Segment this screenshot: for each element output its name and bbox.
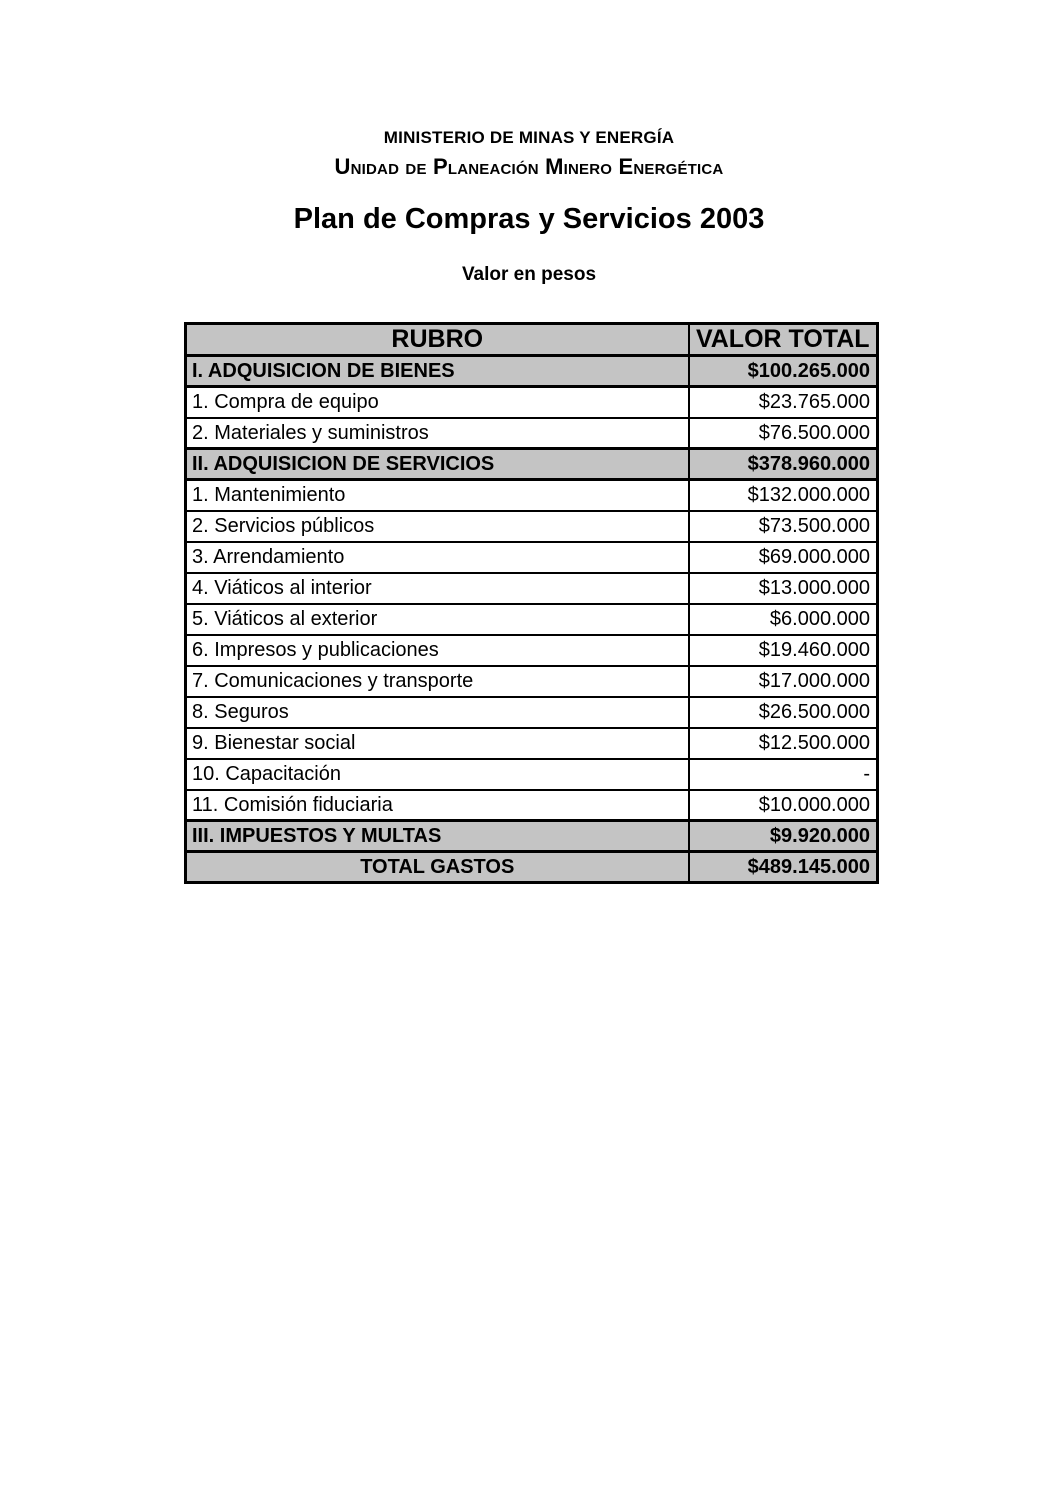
budget-table bbox=[184, 322, 879, 884]
table-row bbox=[186, 449, 878, 480]
valor-cell: $69.000.000 bbox=[689, 542, 878, 573]
rubro-cell: 10. Capacitación bbox=[186, 759, 689, 790]
valor-cell: $132.000.000 bbox=[689, 480, 878, 511]
valor-cell: $10.000.000 bbox=[689, 790, 878, 821]
rubro-cell: III. IMPUESTOS Y MULTAS bbox=[186, 821, 689, 852]
unit-name: Unidad de Planeación Minero Energética bbox=[334, 153, 724, 179]
column-header-rubro: RUBRO bbox=[186, 324, 689, 356]
ministry-name: MINISTERIO DE MINAS Y ENERGÍA bbox=[383, 128, 675, 147]
table-row bbox=[186, 759, 878, 790]
valor-cell: $12.500.000 bbox=[689, 728, 878, 759]
valor-cell: $9.920.000 bbox=[689, 821, 878, 852]
valor-cell: $73.500.000 bbox=[689, 511, 878, 542]
rubro-cell: 4. Viáticos al interior bbox=[186, 573, 689, 604]
page-title: Plan de Compras y Servicios 2003 bbox=[293, 202, 765, 235]
rubro-cell: 5. Viáticos al exterior bbox=[186, 604, 689, 635]
rubro-cell: 6. Impresos y publicaciones bbox=[186, 635, 689, 666]
table-header-row bbox=[186, 324, 878, 356]
table-row bbox=[186, 480, 878, 511]
rubro-cell: 1. Mantenimiento bbox=[186, 480, 689, 511]
table-row bbox=[186, 666, 878, 697]
valor-cell: $17.000.000 bbox=[689, 666, 878, 697]
rubro-cell: I. ADQUISICION DE BIENES bbox=[186, 356, 689, 387]
rubro-cell: 1. Compra de equipo bbox=[186, 387, 689, 418]
document-header bbox=[0, 0, 1058, 285]
valor-cell: $489.145.000 bbox=[689, 852, 878, 883]
valor-cell: $378.960.000 bbox=[689, 449, 878, 480]
table-row bbox=[186, 604, 878, 635]
rubro-cell: 2. Servicios públicos bbox=[186, 511, 689, 542]
table-row bbox=[186, 418, 878, 449]
rubro-cell: 2. Materiales y suministros bbox=[186, 418, 689, 449]
table-row bbox=[186, 511, 878, 542]
table-row bbox=[186, 852, 878, 883]
valor-cell: $26.500.000 bbox=[689, 697, 878, 728]
rubro-cell: 9. Bienestar social bbox=[186, 728, 689, 759]
table-row bbox=[186, 635, 878, 666]
valor-cell: $19.460.000 bbox=[689, 635, 878, 666]
table-row bbox=[186, 821, 878, 852]
valor-cell: $100.265.000 bbox=[689, 356, 878, 387]
table-row bbox=[186, 542, 878, 573]
valor-cell: $13.000.000 bbox=[689, 573, 878, 604]
rubro-cell: 8. Seguros bbox=[186, 697, 689, 728]
valor-cell: $76.500.000 bbox=[689, 418, 878, 449]
page-subtitle: Valor en pesos bbox=[461, 264, 597, 286]
rubro-cell: 11. Comisión fiduciaria bbox=[186, 790, 689, 821]
rubro-cell: TOTAL GASTOS bbox=[186, 852, 689, 883]
table-row bbox=[186, 790, 878, 821]
table-row bbox=[186, 387, 878, 418]
table-row bbox=[186, 573, 878, 604]
table-row bbox=[186, 728, 878, 759]
table-header bbox=[186, 324, 878, 356]
column-header-valor-total: VALOR TOTAL bbox=[689, 324, 878, 356]
table-row bbox=[186, 356, 878, 387]
table-body bbox=[186, 356, 878, 883]
rubro-cell: 3. Arrendamiento bbox=[186, 542, 689, 573]
valor-cell: - bbox=[689, 759, 878, 790]
valor-cell: $6.000.000 bbox=[689, 604, 878, 635]
table-row bbox=[186, 697, 878, 728]
rubro-cell: 7. Comunicaciones y transporte bbox=[186, 666, 689, 697]
valor-cell: $23.765.000 bbox=[689, 387, 878, 418]
rubro-cell: II. ADQUISICION DE SERVICIOS bbox=[186, 449, 689, 480]
